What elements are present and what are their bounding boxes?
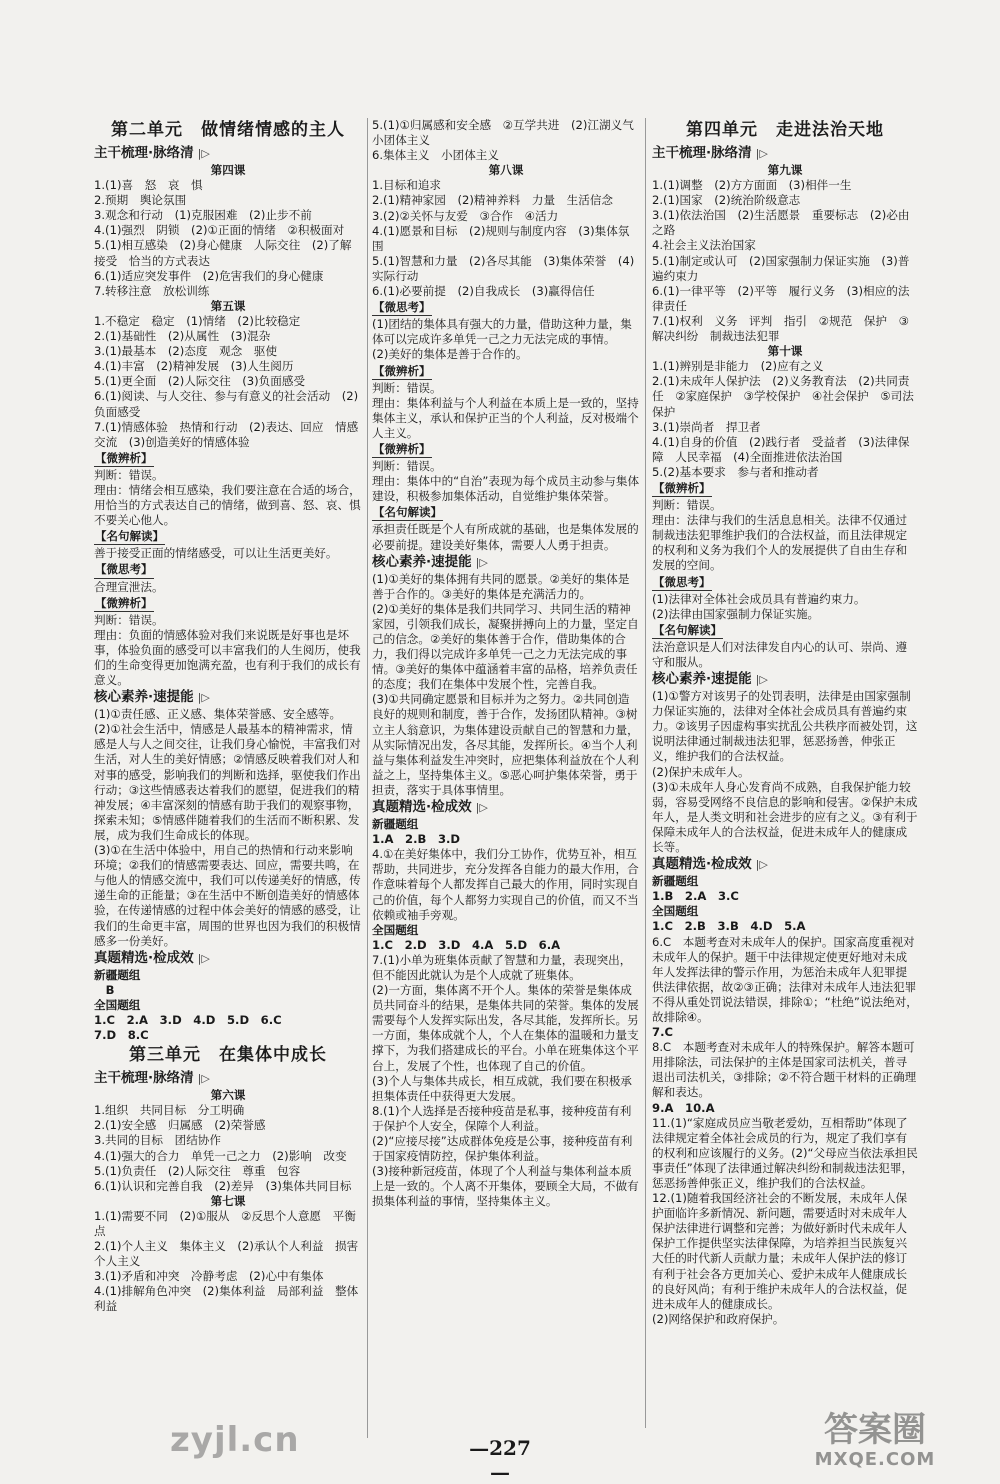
answer-text: (1)①美好的集体拥有共同的愿景。②美好的集体是善于合作的。③美好的集体是充满活力的。 <box>372 571 630 601</box>
answer-text: 3.(1)崇尚者 捍卫者 <box>652 419 761 434</box>
section-label: 【微辨析】 <box>94 596 154 612</box>
lesson-heading: 第五课 <box>210 298 246 313</box>
answer-text: 4.(1)强烈 阴锁 (2)①正面的情绪 ②积极面对 <box>94 223 345 238</box>
answer-text: 8.(1)个人选择是否接种疫苗是私事，接种疫苗有利于保护个人安全，保障个人利益。 <box>372 1103 632 1133</box>
column-2 <box>372 118 646 1428</box>
answer-text: 4.(1)丰富 (2)精神发展 (3)人生阅历 <box>94 359 294 374</box>
page-number: —227— <box>469 1436 531 1484</box>
answer-line: 1.C 2.D 3.D 4.A 5.D 6.A <box>372 937 561 952</box>
answer-text: 3.(1)最基本 (2)态度 观念 驱使 <box>94 344 278 359</box>
answer-line: 新疆题组 <box>372 817 419 832</box>
answer-text: (2)一方面，集体离不开个人。集体的荣誉是集体成员共同奋斗的结果，是集体共同的荣誉。集体的发展需要每个人发挥实际出发，各尽其能，发挥所长。另一方面，集体成就个人，个人在集体的温暖和力量支撑下，为我们搭建成长的平台。小单在班集体这个平台上，发展了个性，也体现了自己的价值。 <box>372 983 639 1073</box>
answer-text: 5.(1)①归属感和安全感 ②互学共进 (2)江湖义气 小团体主义 <box>372 118 646 148</box>
section-arrow-icon: |▷ <box>197 691 210 705</box>
answer-text: 2.(1)国家 (2)统治阶级意志 <box>652 193 801 208</box>
section-label: 【微辨析】 <box>372 364 432 380</box>
answer-text: (2)①美好的集体是我们共同学习、共同生活的精神家园，引领我们成长，凝聚拼搏向上的力量，坚定自己的信念。②美好的集体善于合作，借助集体的合力，我们得以完成许多单凭一己之力无法完成的事情。③美好的集体中蕴涵着丰富的品格，培养负责任的态度；我们在集体中发展个性，完善自我。 <box>372 601 639 692</box>
answer-text: 5.(2)基本要求 参与者和推动者 <box>652 464 819 479</box>
answer-text: 2.(1)安全感 归属感 (2)荣誉感 <box>94 1118 266 1133</box>
answer-text: 5.(1)相互感染 (2)身心健康 人际交往 (2)了解 接受 恰当的方式表达 <box>94 238 364 268</box>
answer-line: 全国题组 <box>652 904 699 919</box>
answer-text: 4.(1)强大的合力 单凭一己之力 (2)影响 改变 <box>94 1148 347 1163</box>
answer-text: 4.(1)排解角色冲突 (2)集体利益 局部利益 整体利益 <box>94 1284 359 1314</box>
answer-text: 善于接受正面的情绪感受，可以让生活更美好。 <box>94 546 338 561</box>
answer-text: (3)接种新冠疫苗，体现了个人利益与集体利益本质上是一致的。个人离不开集体，要顾全大局，不做有损集体利益的事情，坚持集体主义。 <box>372 1164 639 1209</box>
answer-text: 6.C 本题考查对未成年人的保护。国家高度重视对未成年人的保护。题干中法律规定使更好地对未成年人发挥法律的警示作用，为惩治未成年人犯罪提供法律依据，故②③正确；法律对未成年人违法犯罪不得从重处罚说法错误，排除①；“杜绝”说法绝对，故排除④。 <box>652 934 918 1024</box>
answer-text: 3.(1)依法治国 (2)生活愿景 重要标志 (2)必由之路 <box>652 208 910 238</box>
answer-text: 7.(1)小单为班集体贡献了智慧和力量，表现突出，但不能因此就认为是个人成就了班集体。 <box>372 952 632 982</box>
unit-title: 第三单元 在集体中成长 <box>129 1045 327 1066</box>
section-heading: 主干梳理·脉络清 |▷ <box>94 145 210 161</box>
answer-text: (1)法律对全体社会成员具有普遍约束力。 <box>652 591 866 606</box>
answer-text: 理由：情绪会相互感染，我们要注意在合适的场合，用恰当的方式表达自己的情绪，做到喜、怒、哀、惧不要关心他人。 <box>94 482 361 528</box>
answer-text: (2)“应接尽接”达成群体免疫是公事，接种疫苗有利于国家疫情防控，保护集体利益。 <box>372 1134 633 1164</box>
answer-text: (2)法律由国家强制力保证实施。 <box>652 606 820 621</box>
watermark-zyjl: zyjl.cn <box>170 1420 300 1460</box>
label-row <box>372 363 640 381</box>
section-arrow-icon: |▷ <box>755 858 768 872</box>
section-label: 【微辨析】 <box>372 442 432 458</box>
label-row <box>652 622 918 640</box>
answer-line: 1.B 2.A 3.C <box>652 889 739 904</box>
answer-line: 7.D 8.C <box>94 1028 149 1043</box>
answer-text: (1)团结的集体具有强大的力量，借助这种力量，集体可以完成许多单凭一己之力无法完成的事情。 <box>372 317 632 347</box>
answer-line: 新疆题组 <box>94 967 141 982</box>
answer-text: (2)①社会生活中，情感是人最基本的精神需求，情感是人与人之间交往，让我们身心愉悦，丰富我们对生活，对人生的美好情感；②情感反映着我们对人和对事的感受，影响我们的判断和选择，驱使我们作出行动；③这些情感表达着我们的愿望，促进我们的精神发展；④丰富深刻的情感有助于我们的观察事物，探索未知；⑤情感伴随着我们的生活而不断积累、发展，成为我们生命成长的体现。 <box>94 722 361 842</box>
answer-text: 3.(2)②关怀与友爱 ③合作 ④活力 <box>372 208 559 223</box>
answer-line: 全国题组 <box>372 922 419 937</box>
answer-text: 判断：错误。 <box>94 612 164 627</box>
section-heading: 主干梳理·脉络清 |▷ <box>652 145 768 161</box>
answer-text: (1)①警方对该男子的处罚表明，法律是由国家强制力保证实施的，法律对全体社会成员具有普遍约束力。②该男子因虚构事实扰乱公共秩序而被处罚，这说明法律通过制裁违法犯罪，惩恶扬善，伸张正义，维护我们的合法权益。 <box>652 689 918 764</box>
section-heading: 真题精选·检成效 |▷ <box>652 856 768 873</box>
section-heading: 真题精选·检成效 |▷ <box>94 949 210 966</box>
answer-text: (1)①责任感、正义感、集体荣誉感、安全感等。 <box>94 707 342 722</box>
answer-text: 1.(1)辨别是非能力 (2)应有之义 <box>652 359 824 374</box>
lesson-heading: 第七课 <box>210 1193 246 1208</box>
answer-text: 2.(1)精神家园 (2)精神养料 力量 生活信念 <box>372 193 614 208</box>
unit-title: 第四单元 走进法治天地 <box>686 120 884 140</box>
lesson-heading: 第十课 <box>767 344 803 359</box>
answer-text: 3.观念和行动 (1)克服困难 (2)止步不前 <box>94 208 312 223</box>
answer-text: 5.(1)更全面 (2)人际交往 (3)负面感受 <box>94 374 306 389</box>
answer-text: 8.C 本题考查对未成年人的特殊保护。解答本题可用排除法，司法保护的主体是国家司法机关，普寻退出司法机关，③排除；②不符合题干材料的正确理解和表达。 <box>652 1040 917 1100</box>
label-row <box>372 504 640 522</box>
answer-text: 1.不稳定 稳定 (1)情绪 (2)比较稳定 <box>94 313 301 328</box>
answer-text: 承担责任既是个人有所成就的基础，也是集体发展的必要前提。建设美好集体，需要人人勇于担责。 <box>372 522 639 552</box>
label-row <box>94 595 362 613</box>
watermark-mxqe-logo: 答案圈 <box>824 1410 926 1450</box>
section-label: 【名句解读】 <box>372 505 443 521</box>
lesson-heading: 第六课 <box>210 1088 246 1103</box>
answer-text: 3.共同的目标 团结协作 <box>94 1133 221 1148</box>
answer-line: 1.A 2.B 3.D <box>372 832 461 847</box>
answer-text: 7.(1)权利 义务 评判 指引 ②规范 保护 ③解决纠纷 制裁违法犯罪 <box>652 313 909 344</box>
section-arrow-icon: |▷ <box>755 147 768 160</box>
answer-text: 11.(1)“家庭成员应当敬老爱幼，互相帮助”体现了法律规定着全体社会成员的行为，规定了我们享有的权利和应该履行的义务。(2)“父母应当依法承担民事责任”体现了法律通过解决纠纷和制裁违法犯罪，惩恶扬善伸张正义，维护我们的合法权益。 <box>652 1115 918 1190</box>
answer-text: 理由：集体利益与个人利益在本质上是一致的，坚持集体主义，承认和保护正当的个人利益，反对极端个人主义。 <box>372 395 639 440</box>
answer-text: 2.预期 舆论氛围 <box>94 193 187 208</box>
answer-line: 全国题组 <box>94 997 141 1012</box>
watermark-mxqe <box>800 1410 950 1470</box>
section-label: 【微思考】 <box>652 575 712 591</box>
label-row <box>94 528 362 546</box>
answer-text: (3)①在生活中体验中，用自己的热情和行动来影响环境；②我们的情感需要表达、回应，需要共鸣，在与他人的情感交流中，我们可以传递美好的情感，传递生命的正能量；③在生活中不断创造美好的情感体验，在传递情感的过程中体会美好的情感的感受，让我们的生命更丰富，周围的世界也因为我们的积极情感多一份美好。 <box>94 843 361 948</box>
section-label: 【名句解读】 <box>94 529 165 545</box>
answer-text: 6.(1)适应突发事件 (2)危害我们的身心健康 <box>94 268 324 283</box>
answer-text: (3)①未成年人身心发育尚不成熟，自我保护能力较弱，容易受网络不良信息的影响和侵害。②保护未成年人，是人类文明和社会进步的应有之义。③有利于保障未成年人的合法权益，促进未成年人的健康成长等。 <box>652 779 918 855</box>
section-arrow-icon: |▷ <box>197 147 210 160</box>
section-arrow-icon: |▷ <box>475 801 488 815</box>
lesson-heading: 第八课 <box>488 163 524 178</box>
section-heading: 核心素养·速提能 |▷ <box>372 553 488 570</box>
section-arrow-icon: |▷ <box>197 951 210 965</box>
answer-line: B <box>94 982 115 997</box>
answer-text: 4.(1)愿景和目标 (2)规则与制度内容 (3)集体氛围 <box>372 223 630 253</box>
answer-line: 1.C 2.A 3.D 4.D 5.D 6.C <box>94 1012 282 1027</box>
answer-line: 9.A 10.A <box>652 1100 715 1115</box>
unit-title: 第二单元 做情绪情感的主人 <box>111 120 345 140</box>
answer-text: 6.集体主义 小团体主义 <box>372 148 499 163</box>
answer-text: 理由：集体中的“自治”表现为每个成员主动参与集体建设，积极参加集体活动，自觉维护集体荣誉。 <box>372 474 640 504</box>
answer-text: 1.(1)调整 (2)方方面面 (3)相伴一生 <box>652 178 852 193</box>
answer-text: 6.(1)一律平等 (2)平等 履行义务 (3)相应的法律责任 <box>652 283 910 313</box>
label-row <box>372 299 640 317</box>
answer-text: 1.(1)需要不同 (2)①服从 ②反思个人意愿 平衡点 <box>94 1208 356 1238</box>
answer-line: 7.C <box>652 1025 673 1040</box>
section-label: 【名句解读】 <box>652 623 723 639</box>
answer-text: 1.(1)喜 怒 哀 惧 <box>94 178 203 193</box>
answer-text: 4.社会主义法治国家 <box>652 238 756 253</box>
answer-text: 理由：负面的情感体验对我们来说既是好事也是坏事，体验负面的感受可以丰富我们的人生阅历，使我们的生命变得更加饱满充盈，也有利于我们的成长有意义。 <box>94 627 361 688</box>
answer-text: 2.(1)未成年人保护法 (2)义务教育法 (2)共同责任 ②家庭保护 ③学校保护 ④社会保护 ⑤司法保护 <box>652 374 914 419</box>
answer-text: 3.(1)矛盾和冲突 冷静考虑 (2)心中有集体 <box>94 1269 324 1284</box>
answer-line: 1.C 2.B 3.B 4.D 5.A <box>652 919 806 934</box>
answer-text: 6.(1)认识和完善自我 (2)差异 (3)集体共同目标 <box>94 1178 352 1193</box>
section-label: 【微思考】 <box>372 300 432 316</box>
section-arrow-icon: |▷ <box>475 555 488 569</box>
answer-line: 新疆题组 <box>652 874 699 889</box>
answer-text: 6.(1)阅读、与人交往、参与有意义的社会活动 (2)负面感受 <box>94 389 359 419</box>
answer-text: 1.目标和追求 <box>372 178 442 193</box>
section-heading: 核心素养·速提能 |▷ <box>652 671 768 688</box>
column-3 <box>652 118 918 1438</box>
answer-text: 2.(1)基础性 (2)从属性 (3)混杂 <box>94 329 271 344</box>
watermark-mxqe-url: MXQE.COM <box>814 1449 936 1470</box>
answer-text: 合理宣泄法。 <box>94 579 164 594</box>
answer-text: 7.(1)情感体验 热情和行动 (2)表达、回应 情感交流 (3)创造美好的情感体验 <box>94 419 359 449</box>
answer-text: 6.(1)必要前提 (2)自我成长 (3)赢得信任 <box>372 284 595 299</box>
answer-text: 判断：错误。 <box>372 459 442 474</box>
answer-text: (2)保护未成年人。 <box>652 764 750 779</box>
column-1 <box>94 118 362 1438</box>
lesson-heading: 第九课 <box>767 163 803 177</box>
answer-text: (3)①共同确定愿景和目标并为之努力。②共同创造良好的规则和制度，善于合作，发扬团队精神。③树立主人翁意识，为集体建设贡献自己的智慧和力量，从实际情况出发，各尽其能，发挥所长。④当个人利益与集体利益发生冲突时，应把集体利益放在个人利益之上，坚持集体主义。⑤恶心呵护集体荣誉，勇于担责，落实于具体事情里。 <box>372 692 639 797</box>
answer-text: 4.①在美好集体中，我们分工协作，优势互补，相互帮助，共同进步，充分发挥各自能力的最大作用，合作意味着每个人都发挥自己最大的作用，同时实现自己的价值，每个人都努力实现自己的价值，而又不当依赖或袖手旁观。 <box>372 847 639 922</box>
answer-text: 12.(1)随着我国经济社会的不断发展，未成年人保护面临许多新情况、新问题，需要适时对未成年人保护法律进行调整和完善；为做好新时代未成年人保护工作提供坚实法律保障，为培养担当民族复兴大任的时代新人贡献力量；未成年人保护法的修订有利于社会各方更加关心、爱护未成年人健康成长的良好风尚；有利于维护未成年人的合法权益，促进未成年人的健康成长。 <box>652 1191 908 1311</box>
answer-text: (3)个人与集体共成长，相互成就，我们要在积极承担集体责任中获得更大发展。 <box>372 1073 632 1103</box>
section-label: 【微思考】 <box>94 562 154 578</box>
label-row <box>372 441 640 459</box>
section-heading: 核心素养·速提能 |▷ <box>94 689 210 706</box>
answer-text: (2)美好的集体是善于合作的。 <box>372 347 528 362</box>
answer-text: 7.转移注意 放松训练 <box>94 283 210 298</box>
section-label: 【微辨析】 <box>652 481 712 497</box>
answer-text: 5.(1)智慧和力量 (2)各尽其能 (3)集体荣誉 (4)实际行动 <box>372 253 635 283</box>
answer-text: 理由：法律与我们的生活息息相关。法律不仅通过制裁违法犯罪维护我们的合法权益，而且法律规定的权利和义务为我们个人的发展提供了自由生存和发展的空间。 <box>652 513 908 573</box>
answer-text: 4.(1)自身的价值 (2)践行者 受益者 (3)法律保障 人民幸福 (4)全面推进依法治国 <box>652 434 910 464</box>
label-row <box>652 574 918 592</box>
section-heading: 主干梳理·脉络清 |▷ <box>94 1070 210 1087</box>
answer-text: 法治意识是人们对法律发自内心的认可、崇尚、遵守和服从。 <box>652 639 908 669</box>
section-label: 【微辨析】 <box>94 451 154 467</box>
section-arrow-icon: |▷ <box>197 1072 210 1086</box>
label-row <box>652 480 918 498</box>
answer-text: (2)网络保护和政府保护。 <box>652 1311 785 1326</box>
answer-text: 2.(1)个人主义 集体主义 (2)承认个人利益 损害个人主义 <box>94 1239 359 1269</box>
answer-text: 判断：错误。 <box>372 380 442 395</box>
answer-text: 判断：错误。 <box>94 467 164 482</box>
lesson-heading: 第四课 <box>210 163 246 177</box>
label-row <box>94 450 362 468</box>
answer-text: 5.(1)负责任 (2)人际交往 尊重 包容 <box>94 1163 301 1178</box>
section-heading: 真题精选·检成效 |▷ <box>372 799 488 816</box>
answer-text: 1.组织 共同目标 分工明确 <box>94 1103 245 1118</box>
answer-text: 判断：错误。 <box>652 498 722 513</box>
answer-text: 5.(1)制定或认可 (2)国家强制力保证实施 (3)普遍约束力 <box>652 253 910 283</box>
section-arrow-icon: |▷ <box>755 673 768 687</box>
label-row <box>94 561 362 579</box>
